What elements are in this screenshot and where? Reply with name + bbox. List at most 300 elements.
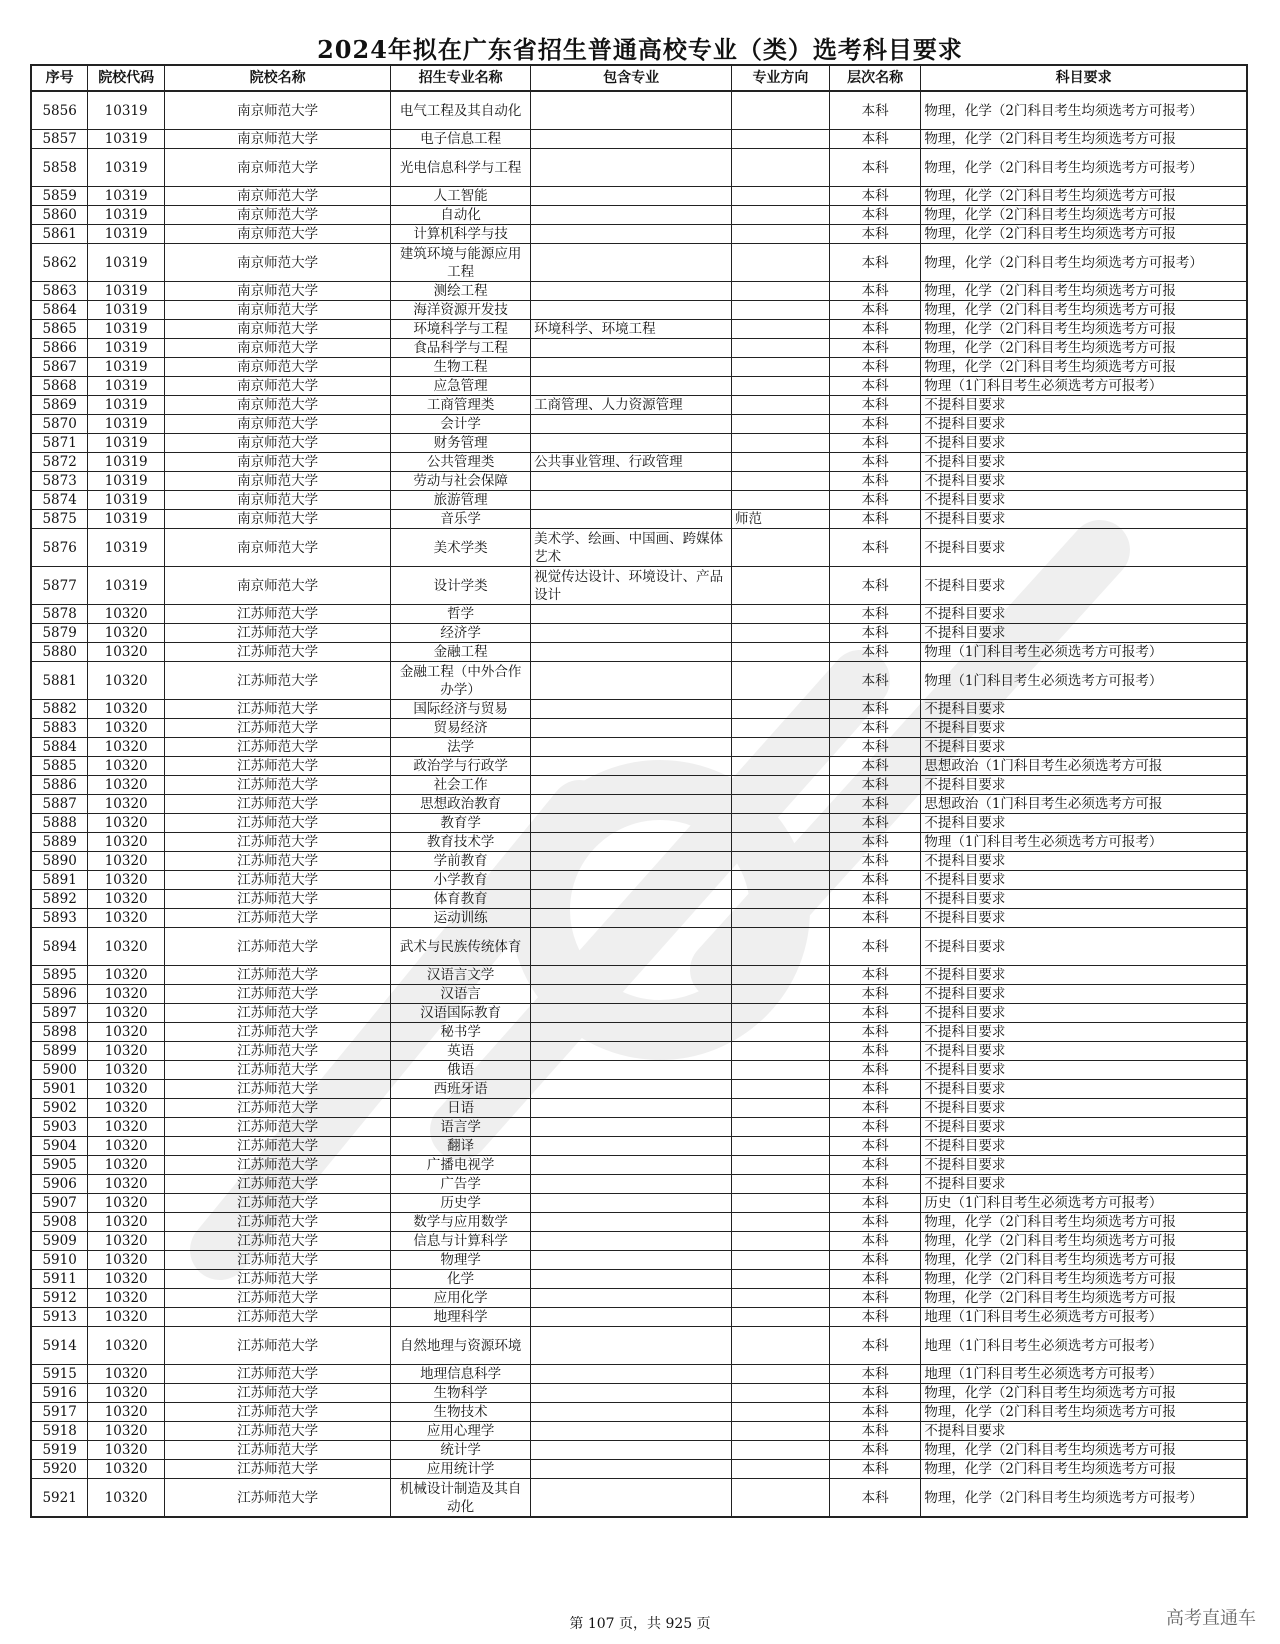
cell-included [531, 966, 732, 985]
cell-code: 10319 [88, 244, 165, 282]
cell-seq: 5871 [31, 434, 88, 453]
cell-seq: 5856 [31, 91, 88, 130]
cell-major: 机械设计制造及其自动化 [391, 1479, 531, 1518]
cell-direction [732, 206, 830, 225]
cell-school: 江苏师范大学 [165, 1441, 391, 1460]
cell-requirement: 物理，化学（2门科目考生均须选考方可报 [921, 1232, 1247, 1251]
table-row [31, 1080, 1247, 1099]
cell-direction [732, 1270, 830, 1289]
table-row [31, 719, 1247, 738]
cell-seq: 5910 [31, 1251, 88, 1270]
table-row [31, 738, 1247, 757]
cell-requirement: 不提科目要求 [921, 1118, 1247, 1137]
cell-included [531, 225, 732, 244]
cell-level: 本科 [829, 320, 921, 339]
cell-included [531, 719, 732, 738]
cell-included [531, 605, 732, 624]
cell-level: 本科 [829, 662, 921, 700]
cell-school: 南京师范大学 [165, 491, 391, 510]
cell-requirement: 物理，化学（2门科目考生均须选考方可报 [921, 320, 1247, 339]
cell-code: 10320 [88, 1384, 165, 1403]
cell-requirement: 物理，化学（2门科目考生均须选考方可报 [921, 1251, 1247, 1270]
cell-direction [732, 890, 830, 909]
cell-school: 江苏师范大学 [165, 1327, 391, 1365]
cell-school: 江苏师范大学 [165, 738, 391, 757]
cell-school: 南京师范大学 [165, 301, 391, 320]
cell-included [531, 1365, 732, 1384]
cell-major: 环境科学与工程 [391, 320, 531, 339]
cell-school: 江苏师范大学 [165, 1384, 391, 1403]
cell-direction [732, 1061, 830, 1080]
cell-school: 江苏师范大学 [165, 890, 391, 909]
cell-requirement: 物理，化学（2门科目考生均须选考方可报考） [921, 91, 1247, 130]
cell-direction [732, 1384, 830, 1403]
cell-code: 10319 [88, 358, 165, 377]
cell-major: 物理学 [391, 1251, 531, 1270]
cell-code: 10320 [88, 776, 165, 795]
cell-code: 10319 [88, 567, 165, 605]
cell-direction [732, 225, 830, 244]
cell-direction [732, 1422, 830, 1441]
cell-code: 10319 [88, 434, 165, 453]
cell-code: 10320 [88, 1403, 165, 1422]
table-row [31, 491, 1247, 510]
cell-school: 江苏师范大学 [165, 1194, 391, 1213]
cell-seq: 5915 [31, 1365, 88, 1384]
table-row [31, 1441, 1247, 1460]
cell-major: 电气工程及其自动化 [391, 91, 531, 130]
cell-code: 10319 [88, 225, 165, 244]
cell-requirement: 不提科目要求 [921, 966, 1247, 985]
cell-direction [732, 434, 830, 453]
cell-seq: 5878 [31, 605, 88, 624]
cell-level: 本科 [829, 643, 921, 662]
cell-seq: 5885 [31, 757, 88, 776]
cell-code: 10320 [88, 1023, 165, 1042]
cell-requirement: 地理（1门科目考生必须选考方可报考） [921, 1308, 1247, 1327]
cell-seq: 5920 [31, 1460, 88, 1479]
cell-school: 江苏师范大学 [165, 605, 391, 624]
cell-included [531, 662, 732, 700]
cell-included: 工商管理、人力资源管理 [531, 396, 732, 415]
cell-seq: 5906 [31, 1175, 88, 1194]
cell-school: 江苏师范大学 [165, 1023, 391, 1042]
cell-level: 本科 [829, 1042, 921, 1061]
cell-code: 10320 [88, 1270, 165, 1289]
cell-level: 本科 [829, 1422, 921, 1441]
cell-seq: 5900 [31, 1061, 88, 1080]
cell-level: 本科 [829, 453, 921, 472]
cell-major: 学前教育 [391, 852, 531, 871]
cell-school: 江苏师范大学 [165, 1460, 391, 1479]
cell-school: 江苏师范大学 [165, 985, 391, 1004]
cell-requirement: 不提科目要求 [921, 700, 1247, 719]
cell-seq: 5914 [31, 1327, 88, 1365]
cell-included [531, 928, 732, 966]
cell-included [531, 795, 732, 814]
cell-level: 本科 [829, 1137, 921, 1156]
col-header-level: 层次名称 [829, 65, 921, 91]
cell-requirement: 不提科目要求 [921, 1137, 1247, 1156]
table-row [31, 320, 1247, 339]
cell-requirement: 物理，化学（2门科目考生均须选考方可报 [921, 1289, 1247, 1308]
cell-major: 财务管理 [391, 434, 531, 453]
cell-major: 光电信息科学与工程 [391, 149, 531, 187]
cell-requirement: 不提科目要求 [921, 605, 1247, 624]
cell-requirement: 不提科目要求 [921, 510, 1247, 529]
cell-code: 10320 [88, 1042, 165, 1061]
cell-included [531, 624, 732, 643]
cell-school: 南京师范大学 [165, 244, 391, 282]
cell-level: 本科 [829, 1403, 921, 1422]
cell-school: 江苏师范大学 [165, 700, 391, 719]
cell-direction [732, 377, 830, 396]
cell-included [531, 1213, 732, 1232]
cell-direction [732, 985, 830, 1004]
cell-code: 10319 [88, 510, 165, 529]
cell-level: 本科 [829, 833, 921, 852]
table-row [31, 1175, 1247, 1194]
cell-code: 10320 [88, 833, 165, 852]
cell-requirement: 不提科目要求 [921, 1099, 1247, 1118]
col-header-included: 包含专业 [531, 65, 732, 91]
cell-requirement: 历史（1门科目考生必须选考方可报考） [921, 1194, 1247, 1213]
cell-requirement: 不提科目要求 [921, 1156, 1247, 1175]
cell-level: 本科 [829, 871, 921, 890]
cell-code: 10320 [88, 1194, 165, 1213]
table-body [31, 91, 1247, 1517]
table-row [31, 396, 1247, 415]
table-row [31, 1004, 1247, 1023]
cell-code: 10319 [88, 206, 165, 225]
cell-included [531, 871, 732, 890]
cell-seq: 5904 [31, 1137, 88, 1156]
table-row [31, 1270, 1247, 1289]
cell-direction [732, 1327, 830, 1365]
cell-included [531, 738, 732, 757]
cell-requirement: 物理（1门科目考生必须选考方可报考） [921, 662, 1247, 700]
cell-requirement: 物理，化学（2门科目考生均须选考方可报考） [921, 149, 1247, 187]
cell-direction [732, 966, 830, 985]
cell-included [531, 1099, 732, 1118]
cell-direction [732, 1137, 830, 1156]
cell-code: 10320 [88, 1460, 165, 1479]
cell-major: 地理信息科学 [391, 1365, 531, 1384]
cell-school: 江苏师范大学 [165, 1308, 391, 1327]
cell-school: 江苏师范大学 [165, 624, 391, 643]
cell-seq: 5890 [31, 852, 88, 871]
cell-seq: 5864 [31, 301, 88, 320]
brand-watermark: 高考直通车 [1166, 1608, 1256, 1629]
col-header-requirement: 科目要求 [921, 65, 1247, 91]
table-row [31, 1232, 1247, 1251]
cell-school: 江苏师范大学 [165, 814, 391, 833]
cell-code: 10320 [88, 643, 165, 662]
table-row [31, 1023, 1247, 1042]
cell-included [531, 890, 732, 909]
cell-included [531, 1289, 732, 1308]
cell-direction [732, 928, 830, 966]
cell-major: 秘书学 [391, 1023, 531, 1042]
cell-direction [732, 852, 830, 871]
cell-requirement: 不提科目要求 [921, 1175, 1247, 1194]
cell-included [531, 1232, 732, 1251]
cell-code: 10320 [88, 1422, 165, 1441]
cell-requirement: 物理（1门科目考生必须选考方可报考） [921, 377, 1247, 396]
cell-included [531, 833, 732, 852]
cell-level: 本科 [829, 1099, 921, 1118]
cell-requirement: 不提科目要求 [921, 1061, 1247, 1080]
cell-major: 体育教育 [391, 890, 531, 909]
cell-level: 本科 [829, 1251, 921, 1270]
cell-included [531, 1308, 732, 1327]
cell-level: 本科 [829, 301, 921, 320]
cell-code: 10320 [88, 1213, 165, 1232]
cell-included [531, 301, 732, 320]
cell-major: 海洋资源开发技 [391, 301, 531, 320]
cell-school: 南京师范大学 [165, 91, 391, 130]
cell-school: 江苏师范大学 [165, 1004, 391, 1023]
cell-seq: 5887 [31, 795, 88, 814]
cell-included [531, 1384, 732, 1403]
cell-seq: 5905 [31, 1156, 88, 1175]
cell-requirement: 物理，化学（2门科目考生均须选考方可报 [921, 1384, 1247, 1403]
cell-included [531, 700, 732, 719]
cell-requirement: 物理（1门科目考生必须选考方可报考） [921, 833, 1247, 852]
cell-direction [732, 187, 830, 206]
cell-requirement: 物理，化学（2门科目考生均须选考方可报 [921, 1213, 1247, 1232]
cell-code: 10319 [88, 491, 165, 510]
table-row [31, 776, 1247, 795]
cell-included [531, 1080, 732, 1099]
cell-direction [732, 1042, 830, 1061]
cell-included [531, 1175, 732, 1194]
cell-major: 俄语 [391, 1061, 531, 1080]
cell-level: 本科 [829, 814, 921, 833]
col-header-code: 院校代码 [88, 65, 165, 91]
cell-level: 本科 [829, 985, 921, 1004]
cell-included [531, 434, 732, 453]
cell-direction [732, 91, 830, 130]
table-row [31, 358, 1247, 377]
cell-requirement: 不提科目要求 [921, 1042, 1247, 1061]
cell-requirement: 物理，化学（2门科目考生均须选考方可报考） [921, 1479, 1247, 1518]
cell-level: 本科 [829, 1023, 921, 1042]
cell-direction [732, 1232, 830, 1251]
table-row [31, 377, 1247, 396]
cell-requirement: 不提科目要求 [921, 472, 1247, 491]
cell-direction [732, 833, 830, 852]
cell-direction [732, 1365, 830, 1384]
cell-level: 本科 [829, 415, 921, 434]
cell-seq: 5882 [31, 700, 88, 719]
cell-included [531, 415, 732, 434]
cell-direction [732, 795, 830, 814]
cell-major: 计算机科学与技 [391, 225, 531, 244]
table-row [31, 415, 1247, 434]
cell-requirement: 物理，化学（2门科目考生均须选考方可报 [921, 358, 1247, 377]
cell-school: 南京师范大学 [165, 377, 391, 396]
cell-school: 南京师范大学 [165, 396, 391, 415]
cell-code: 10320 [88, 1156, 165, 1175]
cell-seq: 5901 [31, 1080, 88, 1099]
cell-included [531, 909, 732, 928]
table-row [31, 1099, 1247, 1118]
cell-major: 思想政治教育 [391, 795, 531, 814]
cell-seq: 5874 [31, 491, 88, 510]
cell-school: 江苏师范大学 [165, 1156, 391, 1175]
cell-major: 人工智能 [391, 187, 531, 206]
cell-seq: 5911 [31, 1270, 88, 1289]
cell-requirement: 不提科目要求 [921, 1023, 1247, 1042]
cell-seq: 5917 [31, 1403, 88, 1422]
cell-level: 本科 [829, 1213, 921, 1232]
table-row [31, 928, 1247, 966]
cell-code: 10320 [88, 1061, 165, 1080]
cell-included [531, 1460, 732, 1479]
cell-seq: 5909 [31, 1232, 88, 1251]
cell-requirement: 物理，化学（2门科目考生均须选考方可报 [921, 1460, 1247, 1479]
cell-seq: 5892 [31, 890, 88, 909]
table-row [31, 91, 1247, 130]
cell-seq: 5868 [31, 377, 88, 396]
cell-direction [732, 529, 830, 567]
cell-seq: 5866 [31, 339, 88, 358]
cell-requirement: 不提科目要求 [921, 928, 1247, 966]
table-row [31, 814, 1247, 833]
cell-school: 江苏师范大学 [165, 1403, 391, 1422]
cell-included [531, 130, 732, 149]
cell-requirement: 不提科目要求 [921, 529, 1247, 567]
cell-code: 10320 [88, 1175, 165, 1194]
cell-code: 10320 [88, 1137, 165, 1156]
cell-school: 南京师范大学 [165, 415, 391, 434]
cell-included [531, 1156, 732, 1175]
cell-seq: 5907 [31, 1194, 88, 1213]
cell-direction [732, 320, 830, 339]
cell-school: 江苏师范大学 [165, 1422, 391, 1441]
cell-seq: 5896 [31, 985, 88, 1004]
cell-seq: 5881 [31, 662, 88, 700]
cell-direction [732, 757, 830, 776]
cell-code: 10319 [88, 301, 165, 320]
cell-code: 10319 [88, 320, 165, 339]
cell-included [531, 1422, 732, 1441]
table-row [31, 206, 1247, 225]
cell-major: 工商管理类 [391, 396, 531, 415]
table-row [31, 890, 1247, 909]
cell-requirement: 不提科目要求 [921, 776, 1247, 795]
cell-school: 江苏师范大学 [165, 1042, 391, 1061]
cell-direction [732, 605, 830, 624]
cell-major: 生物工程 [391, 358, 531, 377]
cell-school: 南京师范大学 [165, 434, 391, 453]
table-row [31, 149, 1247, 187]
cell-direction [732, 700, 830, 719]
cell-major: 汉语言文学 [391, 966, 531, 985]
cell-included: 环境科学、环境工程 [531, 320, 732, 339]
cell-requirement: 不提科目要求 [921, 624, 1247, 643]
cell-direction [732, 396, 830, 415]
cell-included [531, 1403, 732, 1422]
cell-seq: 5859 [31, 187, 88, 206]
cell-level: 本科 [829, 130, 921, 149]
cell-code: 10320 [88, 985, 165, 1004]
cell-seq: 5863 [31, 282, 88, 301]
cell-school: 江苏师范大学 [165, 757, 391, 776]
cell-major: 劳动与社会保障 [391, 472, 531, 491]
cell-code: 10320 [88, 1441, 165, 1460]
cell-major: 公共管理类 [391, 453, 531, 472]
cell-direction [732, 1080, 830, 1099]
cell-requirement: 物理，化学（2门科目考生均须选考方可报 [921, 130, 1247, 149]
cell-direction [732, 1118, 830, 1137]
table-header-row [31, 65, 1247, 91]
cell-school: 江苏师范大学 [165, 871, 391, 890]
table-row [31, 1156, 1247, 1175]
cell-level: 本科 [829, 1004, 921, 1023]
cell-school: 江苏师范大学 [165, 852, 391, 871]
cell-included: 美术学、绘画、中国画、跨媒体艺术 [531, 529, 732, 567]
cell-code: 10320 [88, 1251, 165, 1270]
cell-code: 10320 [88, 662, 165, 700]
cell-requirement: 物理，化学（2门科目考生均须选考方可报 [921, 206, 1247, 225]
cell-school: 江苏师范大学 [165, 909, 391, 928]
cell-direction [732, 282, 830, 301]
cell-included [531, 491, 732, 510]
cell-major: 食品科学与工程 [391, 339, 531, 358]
table-row [31, 909, 1247, 928]
cell-requirement: 不提科目要求 [921, 453, 1247, 472]
cell-seq: 5908 [31, 1213, 88, 1232]
cell-direction [732, 358, 830, 377]
cell-direction [732, 1004, 830, 1023]
cell-code: 10320 [88, 738, 165, 757]
cell-major: 哲学 [391, 605, 531, 624]
cell-direction [732, 738, 830, 757]
cell-level: 本科 [829, 187, 921, 206]
cell-school: 江苏师范大学 [165, 1175, 391, 1194]
cell-requirement: 不提科目要求 [921, 814, 1247, 833]
cell-level: 本科 [829, 890, 921, 909]
cell-direction [732, 244, 830, 282]
cell-major: 应用化学 [391, 1289, 531, 1308]
cell-school: 江苏师范大学 [165, 795, 391, 814]
cell-code: 10319 [88, 339, 165, 358]
cell-level: 本科 [829, 1460, 921, 1479]
cell-seq: 5877 [31, 567, 88, 605]
cell-seq: 5884 [31, 738, 88, 757]
cell-level: 本科 [829, 91, 921, 130]
cell-level: 本科 [829, 396, 921, 415]
cell-school: 江苏师范大学 [165, 1118, 391, 1137]
table-row [31, 301, 1247, 320]
cell-code: 10320 [88, 1365, 165, 1384]
cell-school: 江苏师范大学 [165, 1365, 391, 1384]
cell-included [531, 814, 732, 833]
cell-seq: 5889 [31, 833, 88, 852]
cell-code: 10319 [88, 529, 165, 567]
cell-seq: 5897 [31, 1004, 88, 1023]
cell-level: 本科 [829, 795, 921, 814]
table-row [31, 1042, 1247, 1061]
table-row [31, 852, 1247, 871]
cell-code: 10320 [88, 1289, 165, 1308]
cell-included [531, 1327, 732, 1365]
cell-major: 英语 [391, 1042, 531, 1061]
cell-included [531, 1479, 732, 1518]
cell-school: 南京师范大学 [165, 130, 391, 149]
